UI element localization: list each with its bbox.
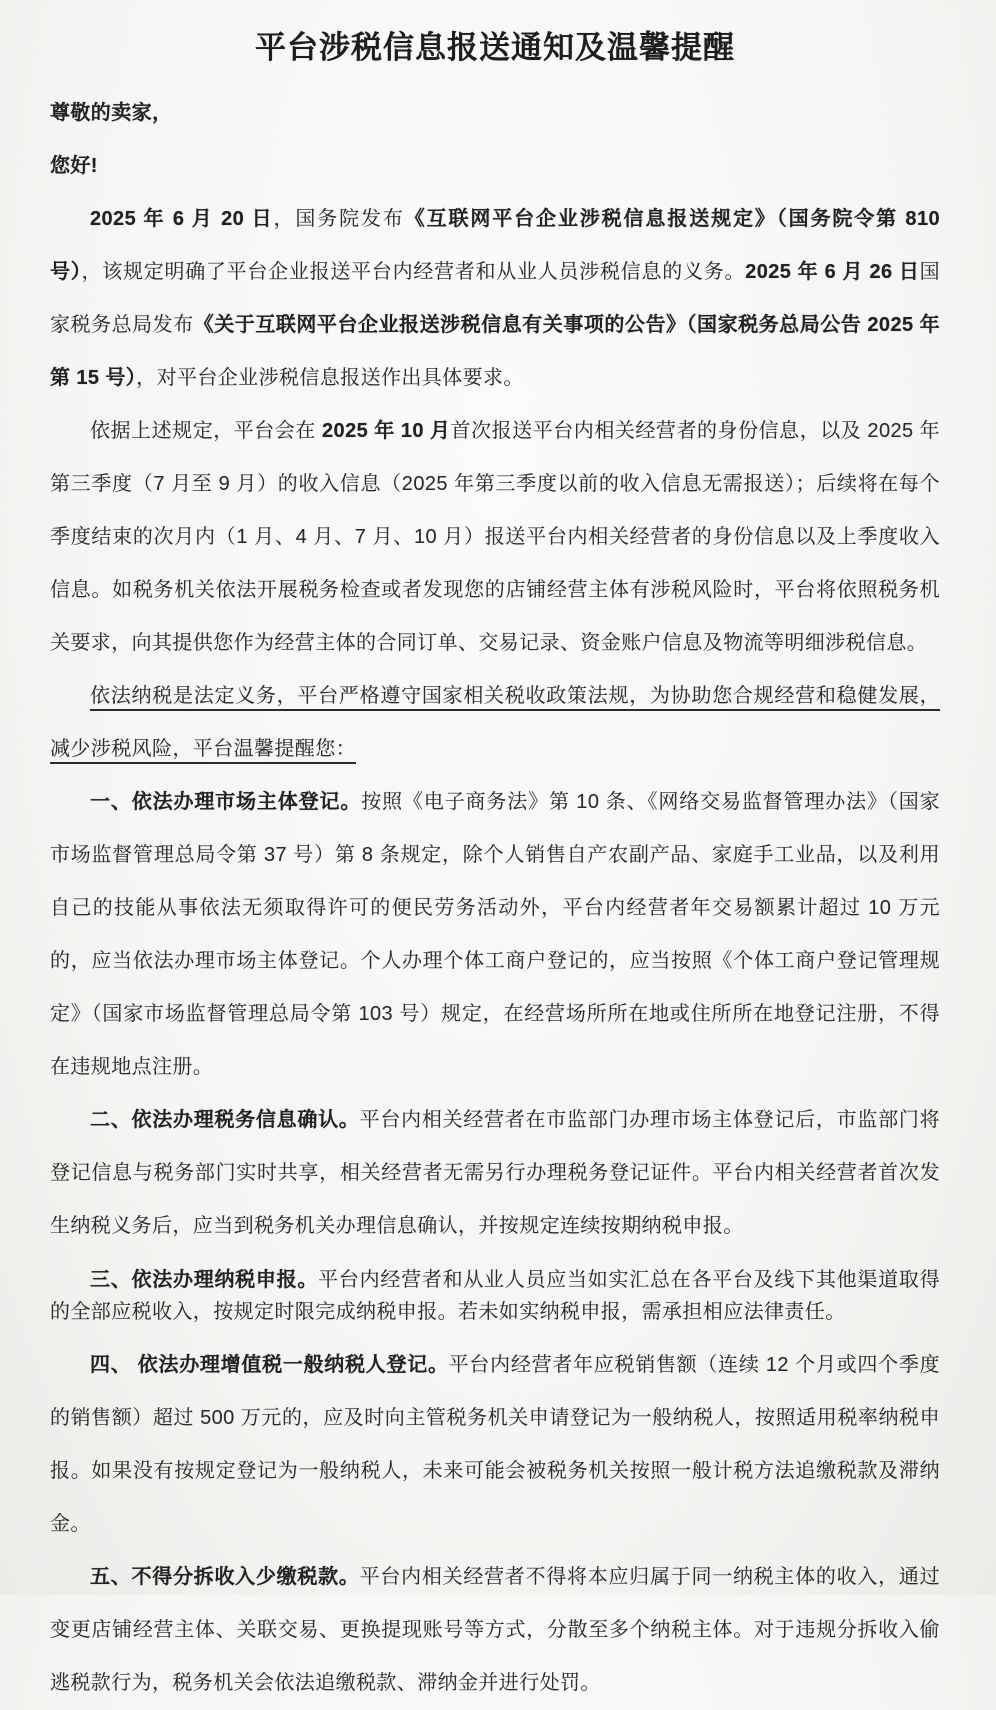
bold-text-run: 《互联网平台企业涉税信息报送规定》（国务院令第 810 号）: [50, 208, 940, 284]
text-run: ，对平台企业涉税信息报送作出具体要求。: [136, 367, 524, 390]
text-run: 平台内经营者年应税销售额（连续 12 个月或四个季度的销售额）超过 500 万元的，应及时向主管税务机关申请登记为一般纳税人，按照适用税率纳税申报。如果没有按规定登记为一般纳税人，未来可能会被税务机关按照一般计税方法追缴税款及滞纳金。: [50, 1354, 940, 1536]
bold-text-run: 一、依法办理市场主体登记。: [90, 791, 362, 814]
document-body: [50, 87, 940, 1710]
para-reporting-schedule: [50, 405, 940, 670]
text-run: 首次报送平台内相关经营者的身份信息，以及 2025 年第三季度（7 月至 9 月）的收入信息（2025 年第三季度以前的收入信息无需报送）；后续将在每个季度结束的次月内（1 月、4 月、7 月、10 月）报送平台内相关经营者的身份信息以及上季度收入信息。如税务机关依法开展税务检查或者发现您的店铺经营主体有涉税风险时，平台将依照税务机关要求，向其提供您作为经营主体的合同订单、交易记录、资金账户信息及物流等明细涉税信息。: [50, 420, 941, 655]
bold-text-run: 三、依法办理纳税申报。: [90, 1269, 319, 1292]
text-run: 依法纳税是法定义务，平台严格遵守国家相关税收政策法规，为协助您合规经营和稳健发展，减少涉税风险，平台温馨提醒您：: [50, 685, 940, 761]
para-regulations: [50, 193, 940, 405]
bold-text-run: 二、依法办理税务信息确认。: [90, 1109, 360, 1132]
text-run: 依据上述规定，平台会在: [90, 420, 323, 443]
section-2-tax-info-confirmation: [50, 1094, 940, 1253]
bold-text-run: 五、不得分拆收入少缴税款。: [90, 1566, 360, 1589]
bold-text-run: 2025 年 10 月: [322, 420, 451, 443]
bold-text-run: 《关于互联网平台企业报送涉税信息有关事项的公告》（国家税务总局公告 2025 年第 15 号）: [50, 314, 940, 390]
para-reminder-intro: [50, 670, 940, 776]
section-1-market-entity-registration: [50, 776, 940, 1094]
text-run: 按照《电子商务法》第 10 条、《网络交易监督管理办法》（国家市场监督管理总局令第 37 号）第 8 条规定，除个人销售自产农副产品、家庭手工业品，以及利用自己的技能从事依法无须取得许可的便民劳务活动外，平台内经营者年交易额累计超过 10 万元的，应当依法办理市场主体登记。个人办理个体工商户登记的，应当按照《个体工商户登记管理规定》（国家市场监督管理总局令第 103 号）规定，在经营场所所在地或住所所在地登记注册，不得在违规地点注册。: [50, 791, 940, 1079]
section-4-vat-general-taxpayer: [50, 1339, 940, 1551]
text-run: 国家税务总局发布: [50, 261, 940, 337]
text-run: ，该规定明确了平台企业报送平台内经营者和从业人员涉税信息的义务。: [81, 261, 746, 284]
salutation: [50, 140, 940, 193]
text-run: ，国务院发布: [273, 208, 405, 231]
greeting: [50, 87, 940, 140]
text-run: 平台内相关经营者在市监部门办理市场主体登记后，市监部门将登记信息与税务部门实时共享，相关经营者无需另行办理税务登记证件。平台内相关经营者首次发生纳税义务后，应当到税务机关办理信息确认，并按规定连续按期纳税申报。: [50, 1109, 941, 1238]
bold-text-run: 四、 依法办理增值税一般纳税人登记。: [90, 1354, 449, 1377]
text-run: 平台内相关经营者不得将本应归属于同一纳税主体的收入，通过变更店铺经营主体、关联交易、更换提现账号等方式，分散至多个纳税主体。对于违规分拆收入偷逃税款行为，税务机关会依法追缴税款、滞纳金并进行处罚。: [50, 1566, 941, 1695]
bold-text-run: 您好!: [50, 155, 98, 178]
bold-text-run: 2025 年 6 月 26 日: [745, 261, 920, 284]
document-title: 平台涉税信息报送通知及温馨提醒: [255, 30, 735, 65]
section-3-tax-declaration: [50, 1264, 940, 1328]
bold-text-run: 尊敬的卖家，: [50, 102, 173, 125]
section-5-no-income-splitting: [50, 1551, 940, 1710]
bold-text-run: 2025 年 6 月 20 日: [90, 208, 274, 231]
text-run: 平台内经营者和从业人员应当如实汇总在各平台及线下其他渠道取得的全部应税收入，按规定时限完成纳税申报。若未如实纳税申报，需承担相应法律责任。: [50, 1269, 940, 1324]
